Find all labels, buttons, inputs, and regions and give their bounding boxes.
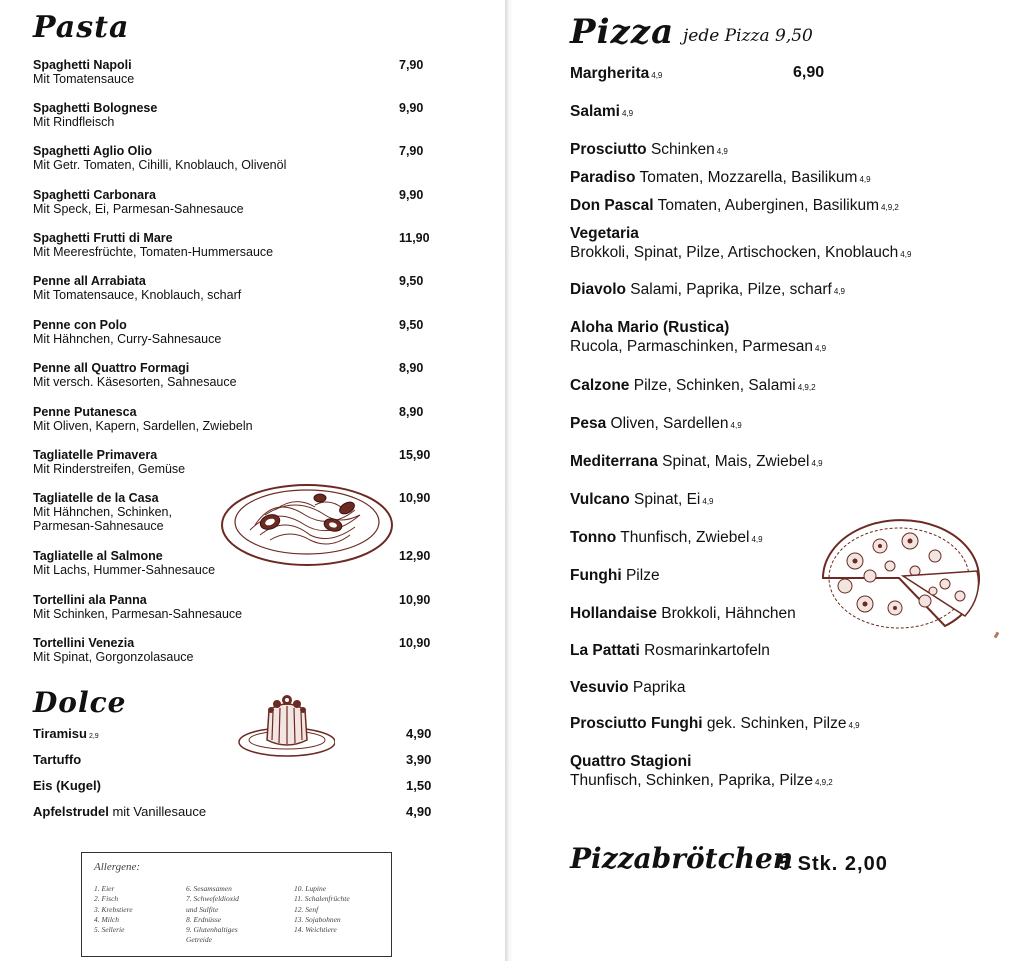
pasta-item-desc-2: Parmesan-Sahnesauce [33,519,164,533]
dolce-item-name: Tartuffo [33,752,82,767]
allergen-entry: 7. Schwefeldioxid [186,894,239,904]
pasta-item-price: 12,90 [399,549,431,563]
pasta-item-desc: Mit Lachs, Hummer-Sahnesauce [33,563,216,577]
pasta-item-name: Spaghetti Napoli [33,58,132,72]
pizza-item-allergens-2: 4,9 [900,250,912,259]
dolce-item [33,752,438,767]
pizza-item-desc-2: Thunfisch, Schinken, Paprika, Pilze [570,772,813,789]
pasta-item-price: 15,90 [399,448,431,462]
pizza-item-name: Paradiso [570,169,636,186]
pizza-item-desc: gek. Schinken, Pilze [702,715,847,732]
pasta-item-price: 10,90 [399,491,431,505]
pizza-item-desc: Schinken [646,141,715,158]
pasta-heading: Pasta [33,10,130,45]
pizza-item-name: Vulcano [570,491,630,508]
page-divider [505,0,513,961]
allergen-entry: 13. Sojabohnen [294,914,341,924]
pasta-item-name: Tagliatelle al Salmone [33,549,163,563]
allergen-column-3 [294,884,350,935]
dolce-item-name: Tiramisu [33,726,87,741]
pizza-item [570,224,990,264]
pasta-item-price: 9,50 [399,274,424,288]
pizza-item-name: Pesa [570,415,607,432]
dolce-item-allergens: 2,9 [88,733,99,740]
pizza-item-name: Tonno [570,529,617,546]
pasta-item-desc: Mit Tomatensauce, Knoblauch, scharf [33,288,242,302]
pizza-item [570,318,990,358]
pizza-item-name: Prosciutto Funghi [570,715,703,732]
pizza-item-name: Mediterrana [570,453,658,470]
pasta-item-desc: Mit Oliven, Kapern, Sardellen, Zwiebeln [33,419,253,433]
pizza-item-name: Margherita [570,65,650,82]
dolce-item-name: Apfelstrudel [33,804,109,819]
pizza-item [570,280,990,301]
pizza-item-desc: Rosmarinkartofeln [639,642,770,659]
pasta-item-price: 9,50 [399,318,424,332]
pasta-item-price: 9,90 [399,188,424,202]
pizza-item-allergens: 4,9 [730,421,742,430]
pasta-item-desc: Mit Speck, Ei, Parmesan-Sahnesauce [33,202,244,216]
allergen-entry: 9. Glutenhaltiges [186,925,238,935]
pizza-item-desc: Tomaten, Mozzarella, Basilikum [635,169,858,186]
pizza-item-allergens: 4,9,2 [797,383,816,392]
pasta-item-desc: Mit Hähnchen, Curry-Sahnesauce [33,332,222,346]
pasta-item-price: 9,90 [399,101,424,115]
pizza-item-desc: Spinat, Mais, Zwiebel [657,453,810,470]
pasta-item [33,144,453,172]
pasta-item-desc: Mit Hähnchen, Schinken, [33,505,172,519]
pizza-item-allergens-2: 4,9,2 [814,778,833,787]
pasta-item [33,593,453,621]
dolce-item-price: 3,90 [406,752,432,767]
pizza-item-desc: Tomaten, Auberginen, Basilikum [653,197,880,214]
margherita-price: 6,90 [793,64,825,81]
pizza-item [570,102,990,123]
pasta-item-name: Tortellini ala Panna [33,593,147,607]
pasta-item-price: 10,90 [399,593,431,607]
pizza-item [570,678,990,697]
pizza-item [570,452,990,473]
pizza-item-name: Calzone [570,377,630,394]
pizza-item-name: Quattro Stagioni [570,753,692,770]
allergen-entry: 2. Fisch [94,894,119,904]
pasta-item-price: 7,90 [399,144,424,158]
pizza-item-allergens: 4,9 [621,109,634,118]
pizza-item-name: Don Pascal [570,197,654,214]
allergen-entry: 8. Erdnüsse [186,914,222,924]
pizza-item-allergens: 4,9 [751,535,763,544]
pizza-item-name: Funghi [570,567,622,584]
pizza-item-allergens-2: 4,9 [814,344,827,353]
pizza-icon [815,516,985,641]
pasta-item [33,231,453,259]
allergen-entry: 14. Weichtiere [294,925,337,935]
allergen-column-2 [186,884,239,946]
pasta-item-desc: Mit Rindfleisch [33,115,115,129]
pasta-plate-icon [215,470,395,570]
allergen-entry: Getreide [186,935,212,945]
pizza-item-name: Prosciutto [570,141,647,158]
pasta-item-name: Penne all Quattro Formagi [33,361,190,375]
pizza-item-allergens: 4,9 [859,175,871,184]
pizza-item-desc-2: Brokkoli, Spinat, Pilze, Artischocken, Knoblauch [570,244,899,261]
allergen-entry: 1. Eier [94,884,115,893]
dolce-item-price: 4,90 [406,726,432,741]
pasta-item-name: Penne con Polo [33,318,127,332]
pasta-item [33,188,453,216]
pizza-item-allergens: 4,9 [833,287,845,296]
pizza-item-name: Salami [570,103,620,120]
pizza-item [570,490,990,511]
pizza-item [570,714,990,735]
pizza-item-allergens: 4,9 [848,721,860,730]
pizza-item [570,196,990,217]
pizza-heading: Pizza [570,12,675,52]
pizza-item-name: Hollandaise [570,605,657,622]
pizza-item-allergens: 4,9 [811,459,823,468]
dolce-item-price: 1,50 [406,778,432,793]
pasta-item-price: 11,90 [399,231,430,245]
dolce-item [33,726,438,741]
pizza-item-desc: Salami, Paprika, Pilze, scharf [625,281,832,298]
pasta-item-desc: Mit Getr. Tomaten, Cihilli, Knoblauch, Olivenöl [33,158,287,172]
allergen-entry: 5. Sellerie [94,925,125,935]
pizza-item-allergens: 4,9 [651,71,663,80]
pasta-item-name: Penne Putanesca [33,405,137,419]
dolce-item-name: Eis (Kugel) [33,778,101,793]
allergen-entry: 6. Sesamsamen [186,884,232,893]
pasta-item-desc: Mit Meeresfrüchte, Tomaten-Hummersauce [33,245,274,259]
pizza-item-name: Vegetaria [570,225,639,242]
pizza-item-desc: Brokkoli, Hähnchen [657,605,796,622]
pasta-item [33,101,453,129]
gugelhupf-dessert-icon [235,690,335,760]
pizza-item [570,168,990,189]
pizza-item-name: Aloha Mario (Rustica) [570,319,730,336]
pizza-item-desc: Spinat, Ei [629,491,701,508]
pizza-item-allergens: 4,9 [702,497,714,506]
pasta-item-name: Spaghetti Aglio Olio [33,144,152,158]
pizza-item [570,414,990,435]
pasta-item-name: Spaghetti Carbonara [33,188,156,202]
pasta-item-desc: Mit Rinderstreifen, Gemüse [33,462,186,476]
dolce-item [33,804,438,819]
pasta-item [33,636,453,664]
allergen-legend [81,852,392,957]
pizzabroetchen-heading: Pizzabrötchen [570,842,794,875]
allergen-title: Allergene: [94,861,141,873]
pizza-item [570,752,990,792]
dolce-item-desc: mit Vanillesauce [108,804,207,819]
pasta-item-name: Spaghetti Frutti di Mare [33,231,173,245]
pasta-item [33,361,453,389]
pizza-item-desc-2: Rucola, Parmaschinken, Parmesan [570,338,813,355]
pizza-item [570,140,990,161]
pizza-item-allergens: 4,9 [716,147,728,156]
dolce-heading: Dolce [33,686,127,719]
pizza-item [570,64,990,85]
pasta-item-name: Tagliatelle Primavera [33,448,158,462]
allergen-entry: und Sulfite [186,904,219,914]
dolce-item-price: 4,90 [406,804,432,819]
pasta-item [33,274,453,302]
pasta-item [33,58,453,86]
pasta-item-price: 10,90 [399,636,431,650]
pasta-item-desc: Mit Tomatensauce [33,72,135,86]
pizza-item-name: Diavolo [570,281,626,298]
pasta-item-name: Tagliatelle de la Casa [33,491,159,505]
allergen-column-1 [94,884,133,935]
pasta-item-desc: Mit Schinken, Parmesan-Sahnesauce [33,607,243,621]
pizza-subheading: jede Pizza 9,50 [683,26,813,46]
allergen-entry: 4. Milch [94,914,119,924]
allergen-entry: 12. Senf [294,904,319,914]
allergen-entry: 11. Schalenfrüchte [294,894,350,904]
pasta-item [33,405,453,433]
pasta-item-price: 8,90 [399,361,424,375]
pasta-item-name: Tortellini Venezia [33,636,135,650]
pizza-item-desc: Pilze, Schinken, Salami [629,377,796,394]
pasta-item-desc: Mit versch. Käsesorten, Sahnesauce [33,375,237,389]
allergen-entry: 3. Krebstiere [94,904,133,914]
pizza-item [570,641,990,660]
pasta-item-name: Spaghetti Bolognese [33,101,158,115]
pasta-item [33,318,453,346]
pasta-item-desc: Mit Spinat, Gorgonzolasauce [33,650,194,664]
pizzabroetchen-price: 5 Stk. 2,00 [779,853,888,875]
pizza-item-desc: Paprika [628,679,686,696]
dolce-item [33,778,438,793]
pasta-item-price: 7,90 [399,58,424,72]
pasta-item-price: 8,90 [399,405,424,419]
pasta-item-name: Penne all Arrabiata [33,274,146,288]
pizza-item-desc: Pilze [621,567,660,584]
pizza-item [570,376,990,397]
pizza-item-name: La Pattati [570,642,640,659]
pizza-item-allergens: 4,9,2 [881,203,899,212]
pizza-item-desc: Thunfisch, Zwiebel [616,529,750,546]
pizza-item-desc: Oliven, Sardellen [606,415,729,432]
pizza-item-name: Vesuvio [570,679,629,696]
allergen-entry: 10. Lupine [294,884,327,893]
